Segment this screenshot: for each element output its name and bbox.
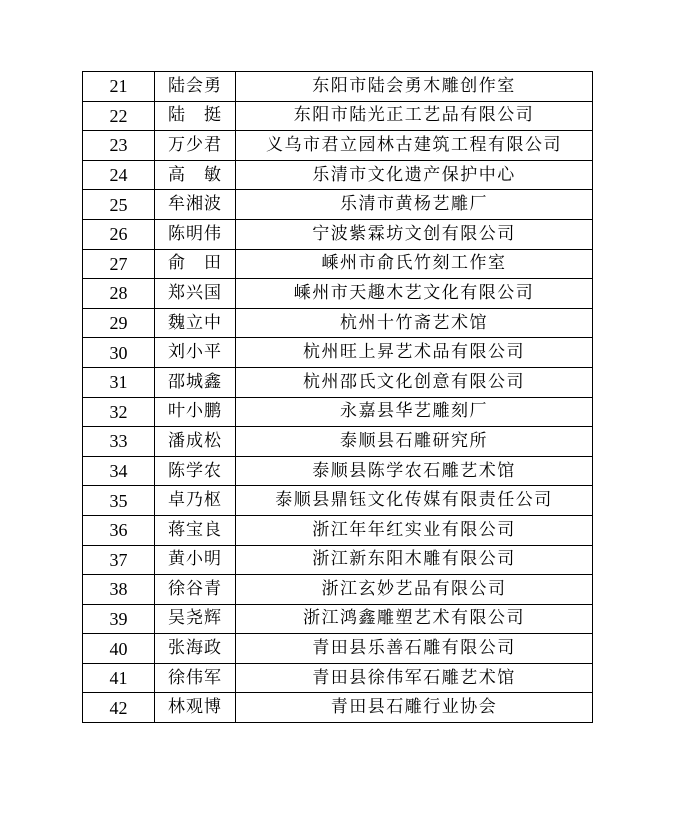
person-name: 陆 挺 — [155, 101, 236, 131]
organization-name: 浙江鸿鑫雕塑艺术有限公司 — [236, 604, 593, 634]
roster-table — [82, 71, 593, 723]
row-number: 22 — [83, 101, 155, 131]
roster-table-body — [83, 72, 593, 723]
table-row — [83, 427, 593, 457]
organization-name: 浙江玄妙艺品有限公司 — [236, 575, 593, 605]
organization-name: 宁波紫霖坊文创有限公司 — [236, 219, 593, 249]
table-row — [83, 338, 593, 368]
organization-name: 青田县石雕行业协会 — [236, 693, 593, 723]
table-row — [83, 634, 593, 664]
person-name: 邵城鑫 — [155, 367, 236, 397]
person-name: 刘小平 — [155, 338, 236, 368]
organization-name: 泰顺县陈学农石雕艺术馆 — [236, 456, 593, 486]
table-row — [83, 279, 593, 309]
row-number: 24 — [83, 160, 155, 190]
organization-name: 青田县乐善石雕有限公司 — [236, 634, 593, 664]
person-name: 魏立中 — [155, 308, 236, 338]
table-row — [83, 160, 593, 190]
table-row — [83, 131, 593, 161]
row-number: 25 — [83, 190, 155, 220]
organization-name: 青田县徐伟军石雕艺术馆 — [236, 663, 593, 693]
table-row — [83, 101, 593, 131]
row-number: 30 — [83, 338, 155, 368]
person-name: 卓乃枢 — [155, 486, 236, 516]
row-number: 32 — [83, 397, 155, 427]
table-row — [83, 190, 593, 220]
person-name: 张海政 — [155, 634, 236, 664]
table-row — [83, 72, 593, 102]
organization-name: 杭州旺上昇艺术品有限公司 — [236, 338, 593, 368]
row-number: 31 — [83, 367, 155, 397]
organization-name: 义乌市君立园林古建筑工程有限公司 — [236, 131, 593, 161]
table-row — [83, 545, 593, 575]
row-number: 41 — [83, 663, 155, 693]
table-row — [83, 397, 593, 427]
person-name: 徐谷青 — [155, 575, 236, 605]
organization-name: 嵊州市俞氏竹刻工作室 — [236, 249, 593, 279]
row-number: 27 — [83, 249, 155, 279]
row-number: 35 — [83, 486, 155, 516]
organization-name: 浙江年年红实业有限公司 — [236, 515, 593, 545]
row-number: 29 — [83, 308, 155, 338]
row-number: 39 — [83, 604, 155, 634]
person-name: 陆会勇 — [155, 72, 236, 102]
person-name: 蒋宝良 — [155, 515, 236, 545]
person-name: 万少君 — [155, 131, 236, 161]
organization-name: 泰顺县石雕研究所 — [236, 427, 593, 457]
table-row — [83, 456, 593, 486]
organization-name: 浙江新东阳木雕有限公司 — [236, 545, 593, 575]
organization-name: 泰顺县鼎钰文化传媒有限责任公司 — [236, 486, 593, 516]
organization-name: 东阳市陆会勇木雕创作室 — [236, 72, 593, 102]
row-number: 36 — [83, 515, 155, 545]
organization-name: 嵊州市天趣木艺文化有限公司 — [236, 279, 593, 309]
person-name: 高 敏 — [155, 160, 236, 190]
table-row — [83, 604, 593, 634]
person-name: 牟湘波 — [155, 190, 236, 220]
table-row — [83, 663, 593, 693]
table-row — [83, 219, 593, 249]
person-name: 俞 田 — [155, 249, 236, 279]
table-row — [83, 515, 593, 545]
organization-name: 永嘉县华艺雕刻厂 — [236, 397, 593, 427]
person-name: 郑兴国 — [155, 279, 236, 309]
organization-name: 东阳市陆光正工艺品有限公司 — [236, 101, 593, 131]
row-number: 40 — [83, 634, 155, 664]
row-number: 33 — [83, 427, 155, 457]
person-name: 潘成松 — [155, 427, 236, 457]
table-row — [83, 308, 593, 338]
person-name: 叶小鹏 — [155, 397, 236, 427]
organization-name: 乐清市文化遗产保护中心 — [236, 160, 593, 190]
person-name: 吴尧辉 — [155, 604, 236, 634]
table-row — [83, 249, 593, 279]
person-name: 陈学农 — [155, 456, 236, 486]
table-row — [83, 486, 593, 516]
table-row — [83, 693, 593, 723]
table-row — [83, 367, 593, 397]
row-number: 26 — [83, 219, 155, 249]
organization-name: 杭州十竹斋艺术馆 — [236, 308, 593, 338]
row-number: 28 — [83, 279, 155, 309]
person-name: 黄小明 — [155, 545, 236, 575]
person-name: 林观博 — [155, 693, 236, 723]
row-number: 38 — [83, 575, 155, 605]
row-number: 34 — [83, 456, 155, 486]
row-number: 21 — [83, 72, 155, 102]
person-name: 陈明伟 — [155, 219, 236, 249]
row-number: 37 — [83, 545, 155, 575]
row-number: 42 — [83, 693, 155, 723]
organization-name: 乐清市黄杨艺雕厂 — [236, 190, 593, 220]
person-name: 徐伟军 — [155, 663, 236, 693]
table-row — [83, 575, 593, 605]
row-number: 23 — [83, 131, 155, 161]
organization-name: 杭州邵氏文化创意有限公司 — [236, 367, 593, 397]
